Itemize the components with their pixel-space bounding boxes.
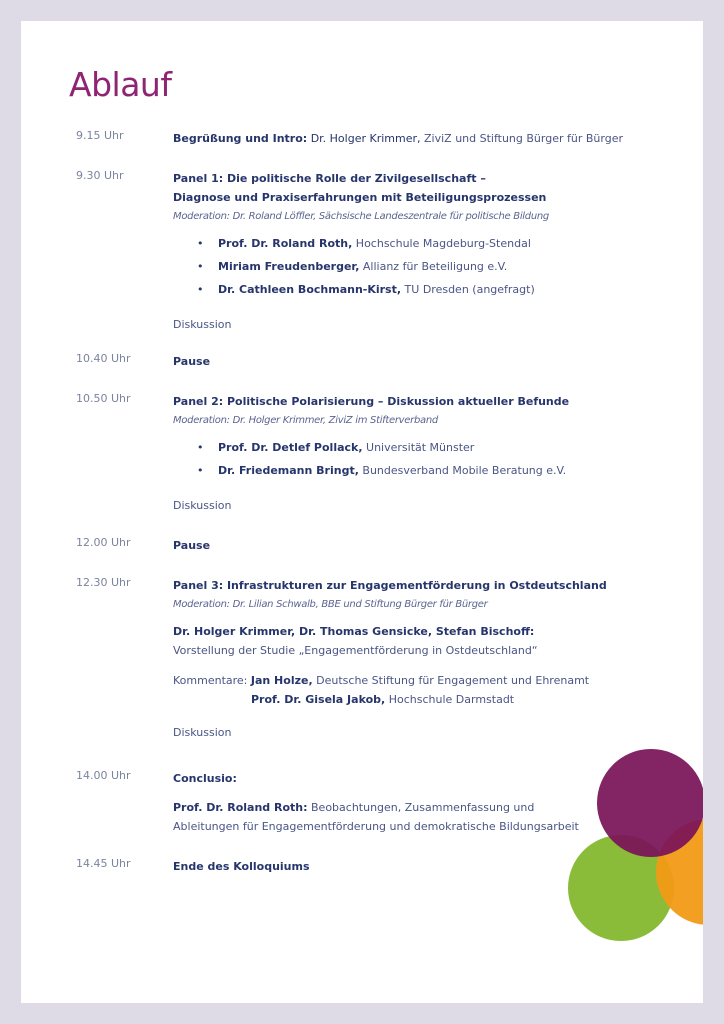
agenda-line xyxy=(173,129,683,148)
conclusio-text-1: Beobachtungen, Zusammenfassung und xyxy=(311,801,535,814)
agenda-time: 10.40 Uhr xyxy=(76,352,131,365)
speaker-item xyxy=(173,255,683,278)
speaker-affiliation: ZiviZ und Stiftung Bürger für Bürger xyxy=(424,132,623,145)
speaker-name: Dr. Cathleen Bochmann-Kirst, xyxy=(218,283,402,296)
comment-line-1 xyxy=(173,671,683,690)
agenda-title: Pause xyxy=(173,539,211,552)
discussion-label: Diskussion xyxy=(173,726,232,739)
speaker-name: Jan Holze, xyxy=(250,674,313,687)
panel-title: Panel 3: Infrastrukturen zur Engagementförderung in Ostdeutschland xyxy=(173,579,607,592)
agenda-time: 14.45 Uhr xyxy=(76,857,131,870)
agenda-title: Pause xyxy=(173,355,211,368)
speaker-list xyxy=(173,436,683,482)
comments-label: Kommentare: xyxy=(173,674,248,687)
speaker-name: Dr. Friedemann Bringt, xyxy=(218,464,359,477)
speaker-name: Prof. Dr. Roland Roth: xyxy=(173,801,308,814)
agenda-title: Ende des Kolloquiums xyxy=(173,860,310,873)
speaker-item xyxy=(173,232,683,255)
presentation-title: Vorstellung der Studie „Engagementförderung in Ostdeutschland“ xyxy=(173,644,538,657)
green-circle xyxy=(568,835,674,941)
moderation: Moderation: Dr. Roland Löffler, Sächsische Landeszentrale für politische Bildung xyxy=(173,211,549,222)
program-page xyxy=(21,21,703,1003)
speaker-name: Dr. Holger Krimmer, xyxy=(310,132,421,145)
moderation: Moderation: Dr. Lilian Schwalb, BBE und Stiftung Bürger für Bürger xyxy=(173,599,488,610)
presenters: Dr. Holger Krimmer, Dr. Thomas Gensicke, Stefan Bischoff: xyxy=(173,625,535,638)
speaker-list xyxy=(173,232,683,301)
speaker-item xyxy=(173,459,683,482)
conclusio-text-2: Ableitungen für Engagementförderung und demokratische Bildungsarbeit xyxy=(173,820,579,833)
moderation: Moderation: Dr. Holger Krimmer, ZiviZ im Stifterverband xyxy=(173,415,438,426)
agenda-time: 12.30 Uhr xyxy=(76,576,131,589)
panel-title-line-1: Panel 1: Die politische Rolle der Zivilgesellschaft – xyxy=(173,172,486,185)
speaker-affiliation: Deutsche Stiftung für Engagement und Ehrenamt xyxy=(316,674,590,687)
bullet-icon: • xyxy=(197,283,204,296)
agenda-title: Conclusio: xyxy=(173,772,237,785)
panel-title-line-2: Diagnose und Praxiserfahrungen mit Beteiligungsprozessen xyxy=(173,191,547,204)
conclusio-line-1 xyxy=(173,798,683,817)
agenda-time: 14.00 Uhr xyxy=(76,769,131,782)
comment-line-2 xyxy=(173,690,683,709)
speaker-affiliation: Hochschule Magdeburg-Stendal xyxy=(355,237,531,250)
agenda-time: 9.15 Uhr xyxy=(76,129,124,142)
bullet-icon: • xyxy=(197,464,204,477)
bullet-icon: • xyxy=(197,260,204,273)
speaker-name: Prof. Dr. Roland Roth, xyxy=(218,237,353,250)
page-title: Ablauf xyxy=(69,65,172,104)
speaker-affiliation: TU Dresden (angefragt) xyxy=(404,283,535,296)
speaker-affiliation: Universität Münster xyxy=(366,441,475,454)
agenda-time: 10.50 Uhr xyxy=(76,392,131,405)
speaker-item xyxy=(173,436,683,459)
panel-title: Panel 2: Politische Polarisierung – Diskussion aktueller Befunde xyxy=(173,395,570,408)
speaker-affiliation: Hochschule Darmstadt xyxy=(388,693,515,706)
speaker-affiliation: Bundesverband Mobile Beratung e.V. xyxy=(362,464,567,477)
bullet-icon: • xyxy=(197,237,204,250)
agenda-time: 12.00 Uhr xyxy=(76,536,131,549)
speaker-name: Prof. Dr. Detlef Pollack, xyxy=(218,441,363,454)
agenda-time: 9.30 Uhr xyxy=(76,169,124,182)
discussion-label: Diskussion xyxy=(173,318,232,331)
bullet-icon: • xyxy=(197,441,204,454)
speaker-name: Miriam Freudenberger, xyxy=(218,260,360,273)
agenda-title: Begrüßung und Intro: xyxy=(173,132,308,145)
speaker-item xyxy=(173,278,683,301)
discussion-label: Diskussion xyxy=(173,499,232,512)
speaker-affiliation: Allianz für Beteiligung e.V. xyxy=(362,260,508,273)
speaker-name: Prof. Dr. Gisela Jakob, xyxy=(251,693,386,706)
